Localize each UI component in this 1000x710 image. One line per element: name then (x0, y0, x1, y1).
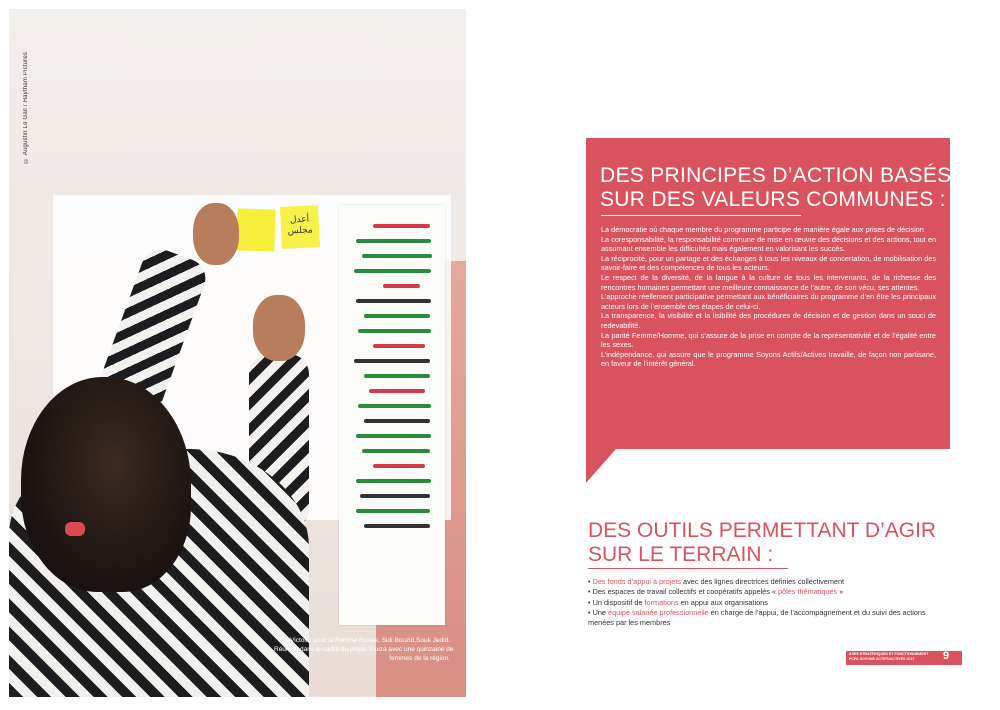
list-item: • Un dispositif de formations en appui aux organisations (588, 597, 768, 607)
tools-list (588, 577, 950, 628)
photo-credit: © Augustin Le Gall / Haytham Pictures (23, 51, 29, 163)
bullet: • (588, 597, 593, 607)
caption-line: femmes de la région. (389, 655, 450, 662)
highlight-text: formations (644, 597, 679, 607)
title-line: DES OUTILS PERMETTANT D’AGIR (588, 519, 937, 542)
speech-bubble-tail (586, 449, 616, 483)
list-item: • Une équipe salariée professionnelle en charge de l’appui, de l’accompagnement et du suivi des actions menées par les membres (588, 607, 926, 628)
principle-paragraph: La réciprocité, pour un partage et des échanges à tous les niveaux de concertation, de mobilisation des savoir-faire et des compétences de tous les acteurs. (601, 253, 936, 273)
page-number: 9 (943, 650, 950, 662)
woman-hair (21, 377, 191, 592)
hand (193, 203, 239, 265)
caption-line: Réunion dans le cadre du projet Touiza avec une quinzaine de (274, 646, 454, 653)
principle-paragraph: L’indépendance, qui assure que le programme Soyons Actifs/Actives travaille, de façon non partisane, en faveur de l’intérêt général. (601, 349, 936, 369)
highlight-text: Des fonds d’appui à projets (592, 577, 682, 586)
tools-divider (588, 568, 788, 569)
highlight-text: équipe salariée professionnelle (608, 607, 709, 617)
principle-paragraph: L’approche réellement participative permettant aux bénéficiaires du programme d’en être les principaux acteurs lors de l’ensemble des étapes de celui-ci. (601, 292, 936, 311)
tools-title (588, 519, 936, 567)
caption-line: Victoire pour la Femme Rurale, Sidi Bouzid,Souk Jedid. (290, 637, 450, 644)
photo-caption (274, 636, 454, 663)
principle-paragraph: La parité Femme/Homme, qui s’assure de la prise en compte de la représentativité et de l’égalité entre les sexes. (601, 330, 936, 350)
principle-paragraph: Le respect de la diversité, de la langue à la culture de tous les intervenants, de la richesse des rencontres humaines permettant une meilleure connaissance de l’autre, de son vécu, ses attentes. (601, 272, 936, 292)
principle-paragraph: La coresponsabilité, la responsabilité commune de mise en œuvre des décisions et des actions, tout en assumant ensemble les difficultés mais également en valorisant les succès. (601, 234, 936, 254)
sticky-note-blank (236, 208, 275, 251)
hand-with-marker (253, 295, 305, 361)
list-item: • Des espaces de travail collectifs et coopératifs appelés « pôles thématiques » (588, 587, 844, 597)
sticky-note: أعدل مجلس (280, 205, 320, 249)
bullet: • (588, 577, 593, 586)
bullet: • (588, 587, 593, 597)
footer-text: AXES STRATÉGIQUES ET FONCTIONNEMENT PCPA SOYONS ACTIFS/ACTIVES 2017 (849, 652, 929, 661)
title-line: DES PRINCIPES D’ACTION BASÉS (600, 164, 952, 187)
principles-divider (601, 215, 801, 216)
principle-paragraph: La démocratie où chaque membre du programme participe de manière égale aux prises de décision (601, 225, 924, 234)
hair-tie (65, 522, 85, 536)
list-item: • Des fonds d’appui à projets avec des lignes directrices définies collectivement (588, 577, 845, 586)
principles-title (600, 164, 951, 212)
title-line: SUR DES VALEURS COMMUNES : (600, 188, 946, 211)
handwritten-flipchart (339, 205, 445, 625)
principles-body (601, 225, 936, 369)
highlight-text: pôles thématiques (777, 587, 838, 597)
bullet: • (588, 607, 593, 617)
title-line: SUR LE TERRAIN : (588, 543, 774, 566)
workshop-photo (9, 9, 466, 697)
principle-paragraph: La transparence, la visibilité et la lisibilité des procédures de décision et de gestion dans un souci de redevabilité. (601, 311, 936, 330)
